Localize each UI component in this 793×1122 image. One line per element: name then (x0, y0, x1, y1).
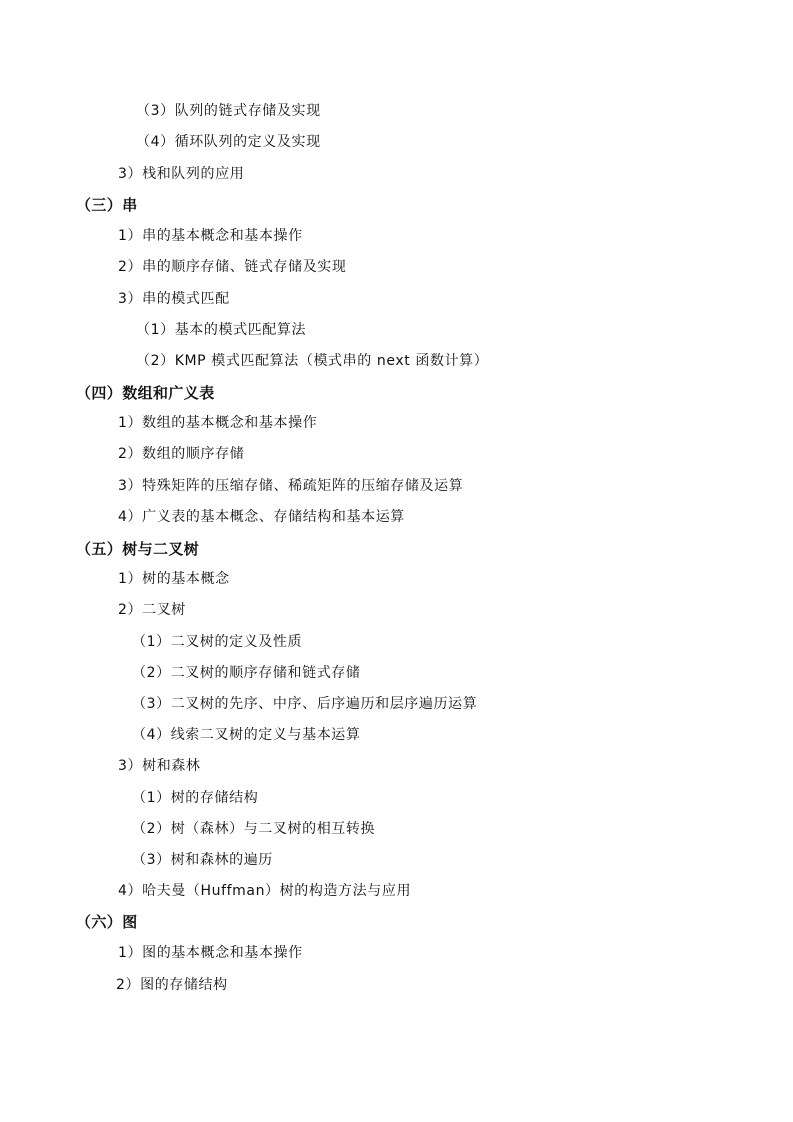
outline-item: 3）树和森林 (118, 758, 201, 774)
outline-item: 2）二叉树 (118, 602, 186, 618)
outline-item: （1）树的存储结构 (132, 790, 259, 806)
outline-item: 2）图的存储结构 (116, 977, 228, 993)
outline-item: 3）串的模式匹配 (118, 291, 230, 307)
outline-item: （3）二叉树的先序、中序、后序遍历和层序遍历运算 (132, 696, 478, 712)
outline-item: （3）树和森林的遍历 (132, 852, 273, 868)
outline-item: 3）栈和队列的应用 (118, 166, 245, 182)
outline-item: 4）哈夫曼（Huffman）树的构造方法与应用 (118, 883, 412, 899)
outline-item: （4）线索二叉树的定义与基本运算 (132, 727, 361, 743)
outline-item: 2）数组的顺序存储 (118, 446, 245, 462)
outline-item: 4）广义表的基本概念、存储结构和基本运算 (118, 509, 405, 525)
outline-item: （1）基本的模式匹配算法 (136, 322, 307, 338)
outline-item: 2）串的顺序存储、链式存储及实现 (118, 259, 347, 275)
outline-item: 1）串的基本概念和基本操作 (118, 228, 303, 244)
outline-item: 1）树的基本概念 (118, 571, 230, 587)
outline-item: 1）数组的基本概念和基本操作 (118, 415, 318, 431)
outline-item: （3）队列的链式存储及实现 (136, 103, 321, 119)
outline-item: （2）KMP 模式匹配算法（模式串的 next 函数计算） (136, 353, 489, 369)
outline-item: （4）循环队列的定义及实现 (136, 134, 321, 150)
outline-item: （2）二叉树的顺序存储和链式存储 (132, 665, 361, 681)
section-heading: （四）数组和广义表 (76, 384, 215, 402)
outline-item: （1）二叉树的定义及性质 (132, 634, 303, 650)
section-heading: （三）串 (76, 196, 138, 214)
outline-item: 1）图的基本概念和基本操作 (118, 945, 303, 961)
outline-item: （2）树（森林）与二叉树的相互转换 (132, 821, 376, 837)
section-heading: （五）树与二叉树 (76, 540, 200, 558)
outline-item: 3）特殊矩阵的压缩存储、稀疏矩阵的压缩存储及运算 (118, 478, 464, 494)
section-heading: （六）图 (76, 913, 138, 931)
